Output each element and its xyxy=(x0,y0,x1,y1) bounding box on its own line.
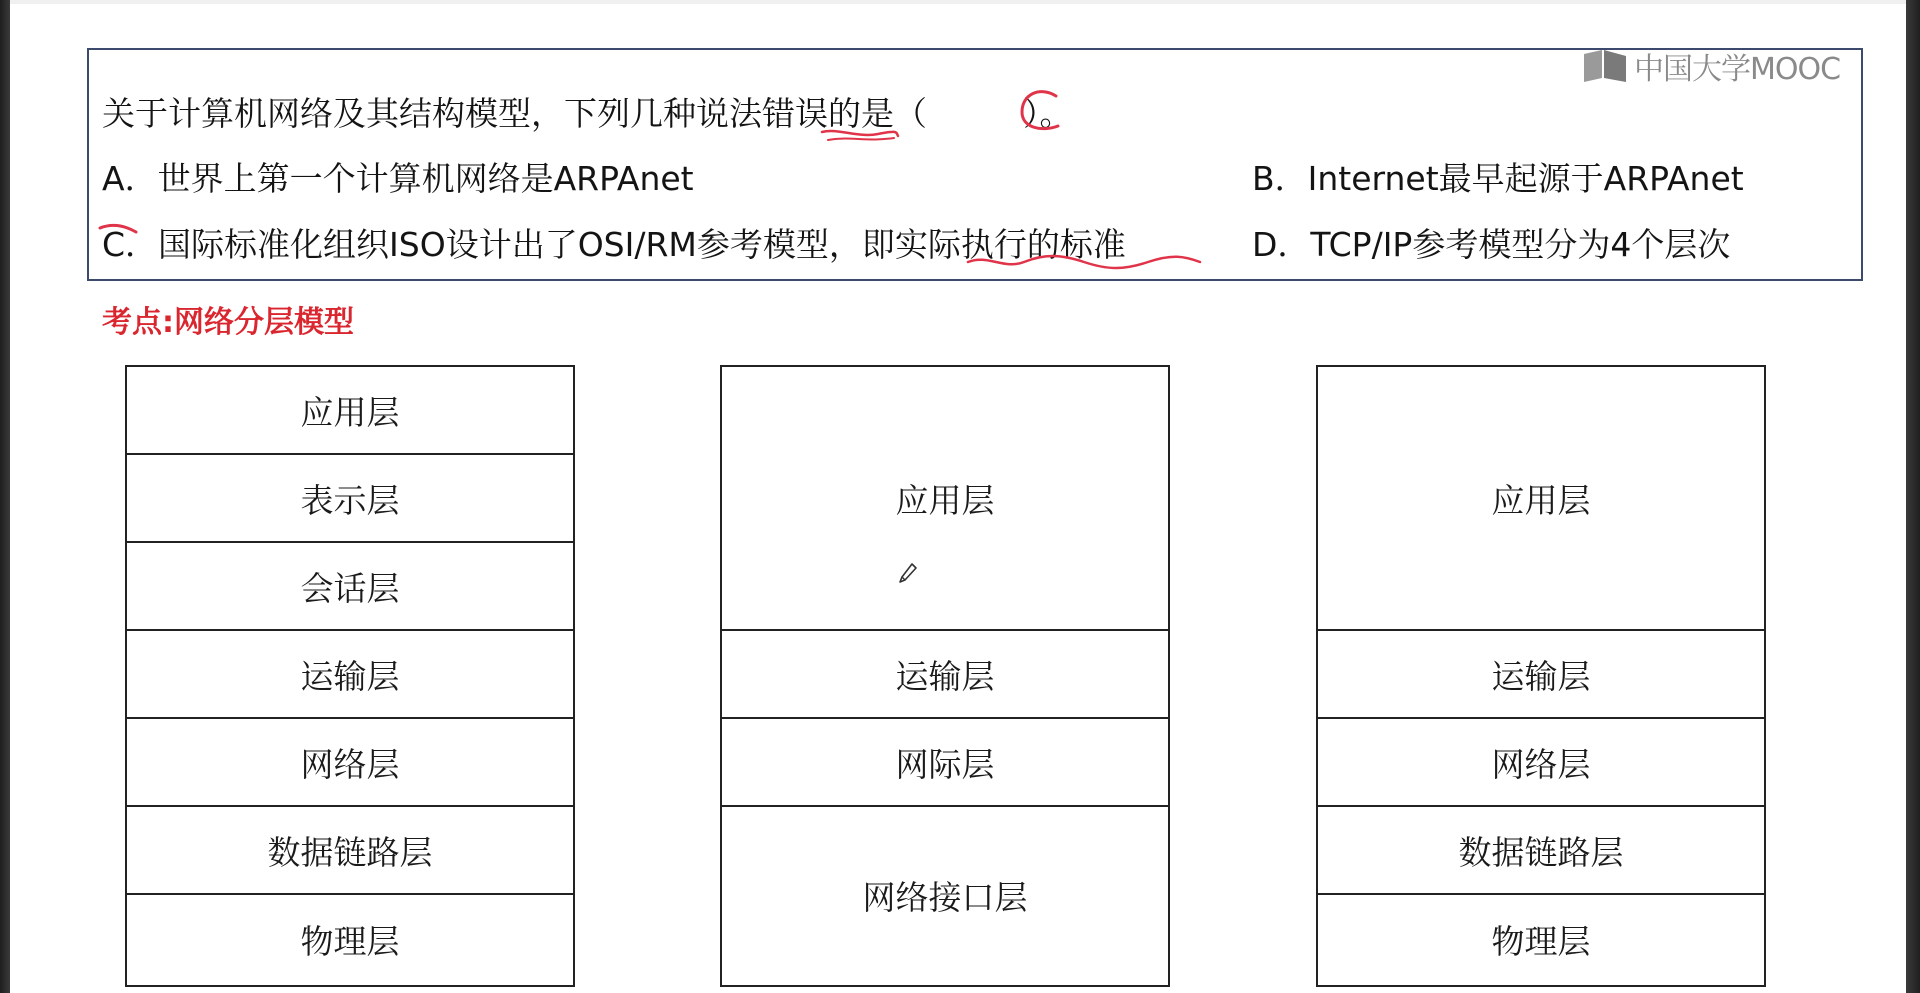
tcpip-layer-network-interface: 网络接口层 xyxy=(862,877,1028,917)
five-layer-physical: 物理层 xyxy=(1491,921,1591,961)
stem-text-before: 关于计算机网络及其结构模型，下列几种说法 xyxy=(102,94,762,133)
five-layer-transport: 运输层 xyxy=(1318,631,1764,719)
five-layer-data-link: 数据链路层 xyxy=(1318,807,1764,895)
osi-model-stack xyxy=(125,365,575,987)
video-right-edge xyxy=(1906,0,1920,993)
osi-layer-network: 网络层 xyxy=(127,719,573,807)
option-c-text-before: C．国际标准化组织ISO设计出了OSI/RM参考模型，即 xyxy=(102,225,895,264)
tcpip-layer-application: 应用层 xyxy=(722,367,1168,631)
mooc-logo xyxy=(1582,46,1840,86)
video-left-edge xyxy=(0,0,10,993)
slide-top-line xyxy=(0,0,1920,4)
osi-layer-physical: 物理层 xyxy=(300,921,400,961)
tcpip-layer-transport: 运输层 xyxy=(722,631,1168,719)
osi-layer-transport: 运输层 xyxy=(127,631,573,719)
osi-layer-data-link: 数据链路层 xyxy=(127,807,573,895)
stem-text-after: 的是（ xyxy=(828,94,927,133)
tcpip-layer-internet: 网际层 xyxy=(722,719,1168,807)
option-a: A．世界上第一个计算机网络是ARPAnet xyxy=(102,159,694,198)
tcpip-model-stack xyxy=(720,365,1170,987)
option-c-text-emphasis: 实际执行的标准 xyxy=(894,225,1126,264)
option-c xyxy=(102,219,1126,266)
option-b: B．Internet最早起源于ARPAnet xyxy=(1252,159,1744,198)
pencil-cursor-icon xyxy=(898,562,918,586)
option-d: D．TCP/IP参考模型分为4个层次 xyxy=(1252,225,1731,264)
stem-text-end: ）。 xyxy=(1023,94,1073,133)
five-layer-network: 网络层 xyxy=(1318,719,1764,807)
mooc-logo-text: 中国大学MOOC xyxy=(1634,52,1841,87)
mooc-book-icon xyxy=(1582,48,1628,84)
osi-layer-application: 应用层 xyxy=(127,367,573,455)
key-point-label: 考点:网络分层模型 xyxy=(102,305,354,340)
five-layer-application: 应用层 xyxy=(1318,367,1764,631)
five-layer-model-stack xyxy=(1316,365,1766,987)
osi-layer-session: 会话层 xyxy=(127,543,573,631)
question-stem xyxy=(102,88,1073,135)
osi-layer-presentation: 表示层 xyxy=(127,455,573,543)
stem-text-emphasis: 错误 xyxy=(762,94,828,133)
